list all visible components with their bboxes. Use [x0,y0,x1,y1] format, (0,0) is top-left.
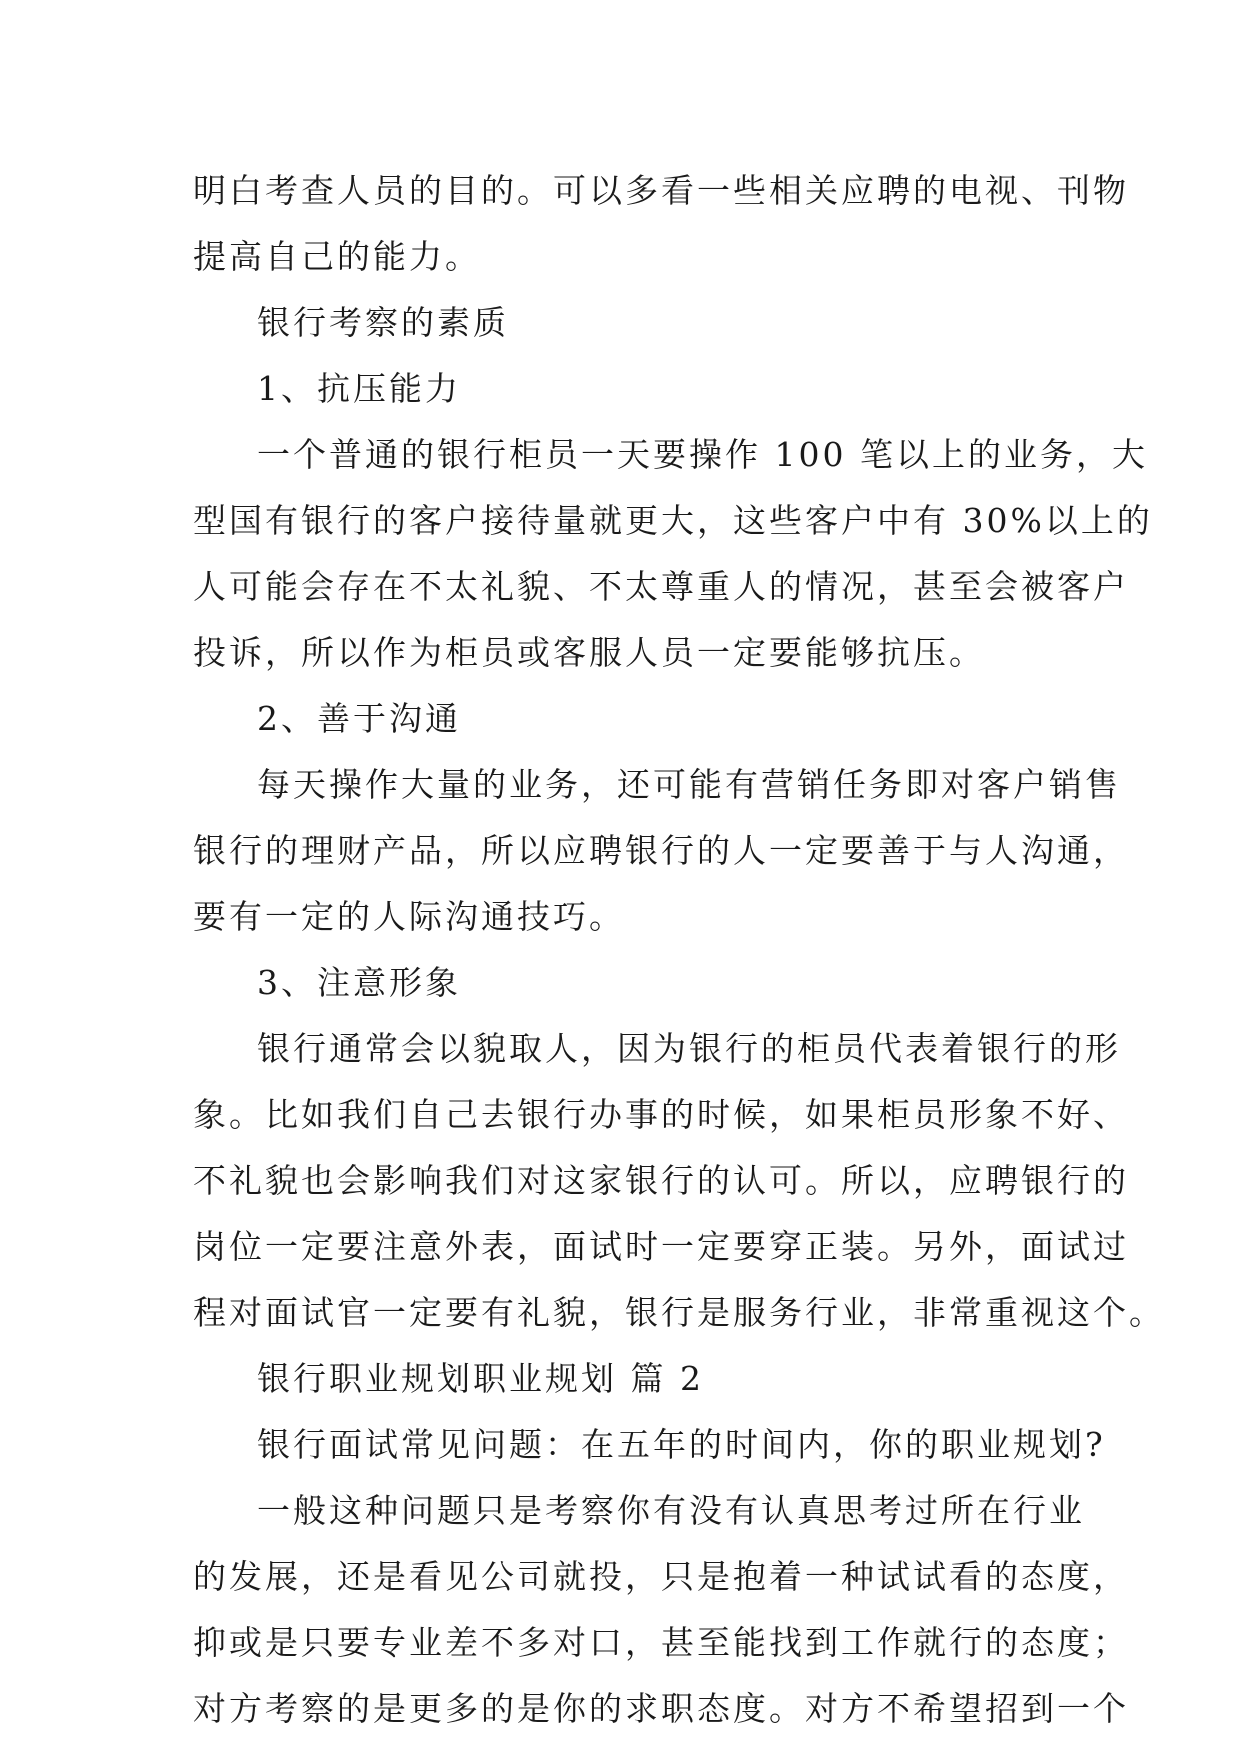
text-line: 要有一定的人际沟通技巧。 [193,897,625,936]
text-line: 银行通常会以貌取人，因为银行的柜员代表着银行的形 [257,1029,1121,1068]
text-line: 银行面试常见问题：在五年的时间内，你的职业规划? [257,1425,1106,1464]
text-line: 一个普通的银行柜员一天要操作 100 笔以上的业务，大 [257,435,1148,474]
text-line: 不礼貌也会影响我们对这家银行的认可。所以，应聘银行的 [193,1161,1129,1200]
text-line: 人可能会存在不太礼貌、不太尊重人的情况，甚至会被客户 [193,567,1129,606]
text-line: 一般这种问题只是考察你有没有认真思考过所在行业 [257,1491,1085,1530]
sub-heading: 2、善于沟通 [257,699,461,738]
text-line: 型国有银行的客户接待量就更大，这些客户中有 30%以上的 [193,501,1153,540]
text-line: 每天操作大量的业务，还可能有营销任务即对客户销售 [257,765,1121,804]
text-line: 提高自己的能力。 [193,237,481,276]
sub-heading: 3、注意形象 [257,963,461,1002]
text-line: 对方考察的是更多的是你的求职态度。对方不希望招到一个 [193,1689,1129,1728]
sub-heading: 1、抗压能力 [257,369,461,408]
section-heading: 银行职业规划职业规划 篇 2 [257,1359,704,1398]
text-line: 投诉，所以作为柜员或客服人员一定要能够抗压。 [193,633,985,672]
text-line: 银行的理财产品，所以应聘银行的人一定要善于与人沟通， [193,831,1129,870]
text-line: 程对面试官一定要有礼貌，银行是服务行业，非常重视这个。 [193,1293,1165,1332]
document-body [193,158,1165,1742]
text-line: 的发展，还是看见公司就投，只是抱着一种试试看的态度， [193,1557,1129,1596]
text-line: 象。比如我们自己去银行办事的时候，如果柜员形象不好、 [193,1095,1129,1134]
section-heading: 银行考察的素质 [257,303,509,342]
text-line: 岗位一定要注意外表，面试时一定要穿正装。另外，面试过 [193,1227,1129,1266]
text-line: 抑或是只要专业差不多对口，甚至能找到工作就行的态度； [193,1623,1129,1662]
text-line: 明白考查人员的目的。可以多看一些相关应聘的电视、刊物 [193,171,1129,210]
